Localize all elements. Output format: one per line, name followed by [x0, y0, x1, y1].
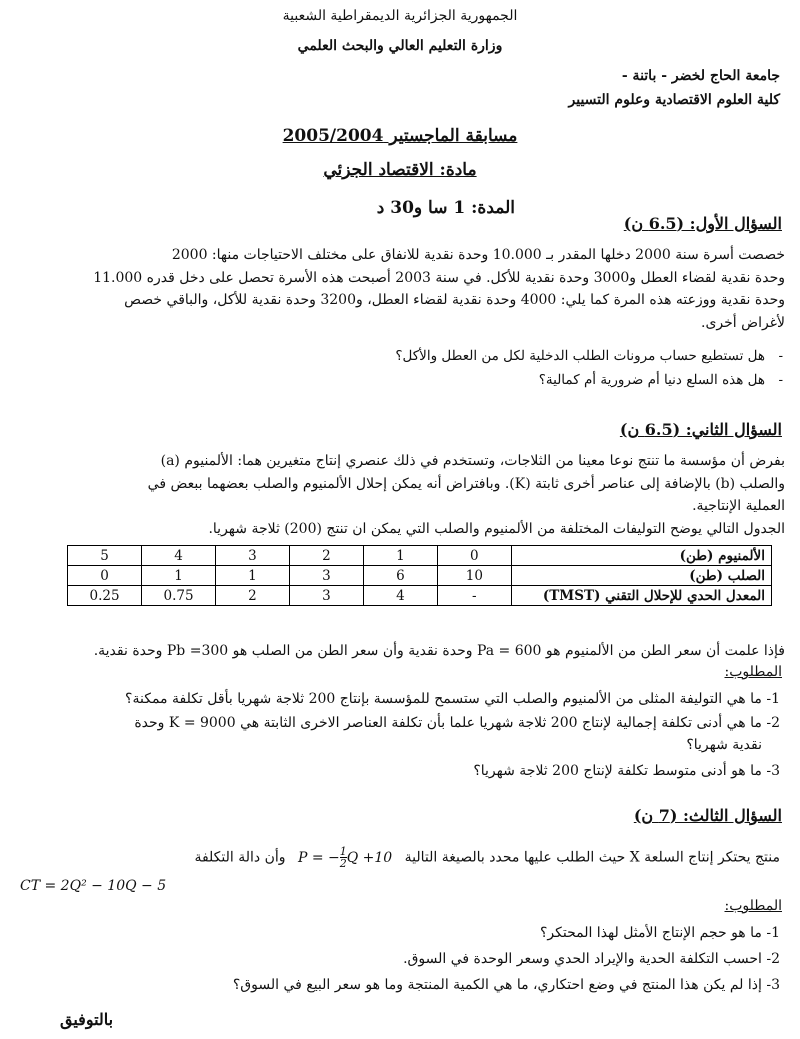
table-cell: 4: [363, 586, 437, 606]
exam-duration: المدة: 1 سا و30 د: [376, 198, 515, 218]
q1-bullet: - هل هذه السلع دنيا أم ضرورية أم كمالية؟: [40, 372, 765, 388]
tmst-table: [67, 545, 772, 606]
q1-line: وحدة نقدية ووزعته هذه المرة كما يلي: 4000 وحدة نقدية لقضاء العطل، و3200 وحدة نقدية للأكل، والباقي خصص: [124, 292, 785, 308]
q2-item: 3- ما هو أدنى متوسط تكلفة لإنتاج 200 ثلاجة شهريا؟: [473, 763, 780, 779]
q3-line1: [15, 846, 780, 869]
q1-line: خصصت أسرة سنة 2000 دخلها المقدر بـ 10.000 وحدة نقدية للانفاق على مختلف الاحتياجات منها: 2000: [171, 247, 785, 263]
q2-item: 1- ما هي التوليفة المثلى من الألمنيوم والصلب التي ستسمح للمؤسسة بإنتاج 200 ثلاجة شهريا بأقل تكلفة ممكنة؟: [125, 691, 780, 707]
q1-heading: السؤال الأول: (6.5 ن): [623, 214, 782, 233]
table-cell: 1: [363, 546, 437, 566]
closing-wish: بالتوفيق: [60, 1010, 114, 1029]
q2-prices: فإذا علمت أن سعر الطن من الألمنيوم هو Pa = 600 وحدة نقدية وأن سعر الطن من الصلب هو Pb =300 وحدة نقدية.: [93, 643, 785, 659]
table-cell: 0.75: [142, 586, 216, 606]
table-cell: 2: [289, 546, 363, 566]
ministry-header: وزارة التعليم العالي والبحث العلمي: [297, 38, 503, 54]
q3-text-tail: وأن دالة التكلفة: [194, 849, 286, 866]
table-cell: 5: [68, 546, 142, 566]
table-cell: 0.25: [68, 586, 142, 606]
q2-line: الجدول التالي يوضح التوليفات المختلفة من الألمنيوم والصلب التي يمكن ان تنتج (200) ثلاجة شهريا.: [208, 520, 785, 537]
table-cell: 6: [363, 566, 437, 586]
q1-paragraph: [15, 244, 785, 334]
q2-paragraph: [15, 450, 785, 540]
q2-line: بفرض أن مؤسسة ما تنتج نوعا معينا من الثلاجات، وتستخدم في ذلك عنصري إنتاج متغيرين هما: الألمنيوم (a): [160, 453, 785, 469]
q2-required-label: المطلوب:: [724, 664, 782, 680]
q2-item: نقدية شهريا؟: [686, 737, 762, 753]
row-label: الصلب (طن): [511, 566, 771, 586]
table-cell: 2: [216, 586, 290, 606]
table-cell: -: [437, 586, 511, 606]
q1-line: لأغراض أخرى.: [701, 314, 785, 331]
q3-item: 1- ما هو حجم الإنتاج الأمثل لهذا المحتكر؟: [539, 925, 780, 941]
q3-text: منتج يحتكر إنتاج السلعة X حيث الطلب عليها محدد بالصيغة التالية: [404, 849, 780, 866]
table-cell: 0: [437, 546, 511, 566]
fraction: $\frac{1}{2}$: [339, 845, 347, 870]
row-label: الألمنيوم (طن): [511, 546, 771, 566]
q2-line: العملية الإنتاجية.: [692, 498, 785, 514]
row-label: المعدل الحدي للإحلال التقني (TMST): [511, 586, 771, 606]
table-cell: 3: [289, 566, 363, 586]
table-cell: 1: [216, 566, 290, 586]
table-cell: 4: [142, 546, 216, 566]
faculty-name: كلية العلوم الاقتصادية وعلوم التسيير: [568, 92, 780, 108]
q3-item: 2- احسب التكلفة الحدية والإيراد الحدي وسعر الوحدة في السوق.: [403, 951, 780, 967]
table-cell: 10: [437, 566, 511, 586]
q1-line: وحدة نقدية لقضاء العطل و3000 وحدة نقدية للأكل. في سنة 2003 أصبحت هذه الأسرة تحصل على دخل قدره 11.000: [93, 269, 785, 286]
table-cell: 3: [289, 586, 363, 606]
cost-function: CT = 2Q² − 10Q − 5: [20, 878, 167, 894]
republic-header: الجمهورية الجزائرية الديمقراطية الشعبية: [282, 8, 518, 24]
demand-function: P = − $\frac{1}{2}$ Q +10: [297, 845, 393, 870]
q2-item: 2- ما هي أدنى تكلفة إجمالية لإنتاج 200 ثلاجة شهريا علما بأن تكلفة العناصر الاخرى الثابتة هي K = 9000 وحدة: [134, 715, 780, 731]
table-cell: 0: [68, 566, 142, 586]
q1-bullet: - هل تستطيع حساب مرونات الطلب الدخلية لكل من العطل والأكل؟: [40, 348, 765, 364]
q3-heading: السؤال الثالث: (7 ن): [633, 806, 782, 825]
table-row: [68, 566, 772, 586]
university-name: جامعة الحاج لخضر - باتنة -: [621, 68, 780, 84]
table-cell: 3: [216, 546, 290, 566]
q3-required-label: المطلوب:: [724, 898, 782, 914]
exam-subject: مادة: الاقتصاد الجزئي: [323, 160, 477, 180]
table-row: [68, 586, 772, 606]
q2-line: والصلب (b) بالإضافة إلى عناصر أخرى ثابتة (K). وبافتراض أنه يمكن إحلال الألمنيوم والصلب بعضهما ببعض في: [147, 475, 785, 492]
q3-item: 3- إذا لم يكن هذا المنتج في وضع احتكاري، ما هي الكمية المنتجة وما هو سعر البيع في السوق؟: [232, 977, 780, 993]
q2-heading: السؤال الثاني: (6.5 ن): [619, 420, 782, 439]
table-cell: 1: [142, 566, 216, 586]
exam-title: مسابقة الماجستير 2005/2004: [282, 126, 518, 146]
table-row: [68, 546, 772, 566]
